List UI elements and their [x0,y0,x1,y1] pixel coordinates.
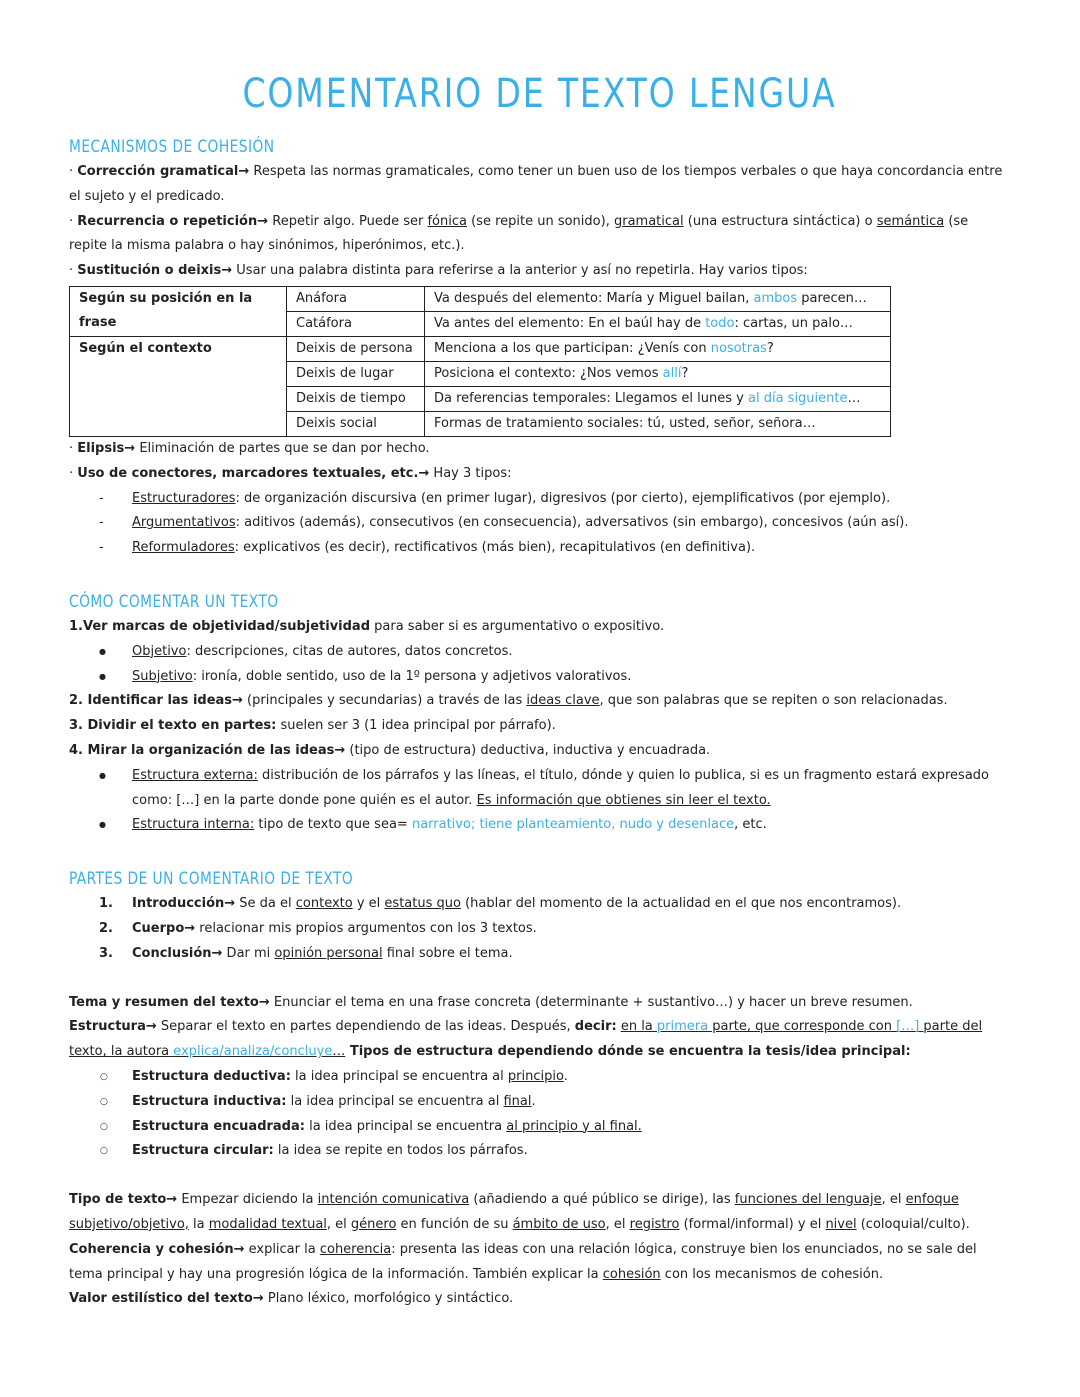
phrase-part: en la [620,1019,657,1035]
table-group-label: Según el contexto [70,336,287,436]
deixis-table [69,286,891,437]
item-text: Dar mi [222,945,275,961]
item-text: (coloquial/culto). [856,1216,970,1232]
cell-text: : cartas, un palo… [734,315,853,331]
table-cell-desc [425,311,891,336]
list-item [69,917,1010,942]
item-elipsis: · Elipsis→ Eliminación de partes que se dan por hecho. [69,440,430,456]
cell-text: ? [681,365,689,381]
item-text: la idea principal se encuentra [304,1118,507,1134]
step-label: 4. Mirar la organización de las ideas→ [69,742,346,758]
item-text: distribución de los párrafos y las líneas, el título, dónde y quien lo publica, si es un fragmento estará expresado como: […] en la parte donde pone quién es el autor. [132,767,990,808]
table-cell-desc [425,361,891,386]
item-text: Plano léxico, morfológico y sintáctico. [263,1291,514,1307]
step-label: 2. Identificar las ideas→ [69,693,243,709]
cell-text: Formas de tratamiento sociales: tú, usted, señor, señora… [434,415,816,431]
section-heading-como-comentar: CÓMO COMENTAR UN TEXTO [69,591,279,612]
tema-paragraph [69,991,1010,1016]
underlined-term: enfoque subjetivo/objetivo, [69,1192,959,1232]
item-text: , el [605,1216,630,1232]
underlined-term: principio [507,1068,564,1084]
highlight-text: explica/analiza/concluye [173,1044,333,1060]
step-1 [69,615,1010,640]
step-3 [69,714,1010,739]
section-heading-partes: PARTES DE UN COMENTARIO DE TEXTO [69,869,354,890]
step-text: para saber si es argumentativo o expositivo. [370,618,665,634]
item-text: , el [881,1192,906,1208]
item-label: Tema y resumen del texto→ [69,994,270,1010]
cell-text: Va después del elemento: María y Miguel bailan, [434,290,754,306]
phrase-part: parte del texto, la autora [69,1019,983,1060]
item-text: la idea principal se encuentra al [286,1093,504,1109]
cell-text: parecen… [797,290,867,306]
underlined-term: Estructuradores [132,490,236,506]
underlined-term: contexto [295,896,353,912]
table-cell-desc [425,411,891,436]
item-text: : aditivos (además), consecutivos (en consecuencia), adversativos (sin embargo), concesivos (aún así). [235,515,909,531]
item-text: . [531,1093,536,1109]
underlined-term: funciones del lenguaje [734,1192,882,1208]
list-item [69,942,1010,967]
table-row [70,286,891,311]
item-label: Uso de conectores, marcadores textuales, etc.→ [77,465,430,481]
underlined-term: nivel [825,1216,857,1232]
step-text: (tipo de estructura) deductiva, inductiva y encuadrada. [345,742,711,758]
step-text: suelen ser 3 (1 idea principal por párrafo). [276,718,556,734]
item-text: : explicativos (es decir), rectificativos (más bien), recapitulativos (en definitiva). [234,540,756,556]
list-item [69,1065,1010,1090]
item-label: Estructura deductiva: [132,1068,291,1084]
highlight-text: narrativo; tiene planteamiento, nudo y desenlace [411,817,735,833]
highlight-text: todo [705,315,735,331]
item-label: Conclusión→ [132,945,223,961]
underlined-term: Argumentativos [132,515,236,531]
underlined-term: semántica [876,213,945,229]
cell-text: Da referencias temporales: Llegamos el lunes y [434,390,748,406]
item-text: : de organización discursiva (en primer lugar), digresivos (por cierto), ejemplificativos (por ejemplo). [235,490,891,506]
tipo-paragraph [69,1188,1010,1238]
item-text: (formal/informal) y el [679,1216,826,1232]
underlined-term: ámbito de uso [512,1216,606,1232]
item-text: . [563,1068,568,1084]
list-item [69,487,1010,512]
list-item [69,665,1010,690]
item-text: Repetir algo. Puede ser [268,213,428,229]
item-label: Corrección gramatical→ [77,164,250,179]
underlined-term: modalidad textual [208,1216,327,1232]
table-group-label: Según su posición en la frase [70,286,287,336]
item-label: Recurrencia o repetición→ [77,213,269,229]
item-text: final sobre el tema. [382,945,513,961]
table-cell-desc [425,386,891,411]
item-text: Usar una palabra distinta para referirse a la anterior y así no repetirla. Hay varios tipos: [232,263,808,279]
valor-paragraph [69,1287,1010,1312]
page-title: COMENTARIO DE TEXTO LENGUA [242,71,837,117]
item-text: explicar la [244,1241,320,1257]
estructura-paragraph [69,1015,1010,1065]
item-label: Coherencia y cohesión→ [69,1241,245,1257]
underlined-term: registro [629,1216,680,1232]
item-text: Hay 3 tipos: [429,465,512,481]
item-label: Introducción→ [132,896,236,912]
underlined-term: al principio y al final. [506,1118,642,1134]
list-item [69,511,1010,536]
table-cell-type: Anáfora [287,286,425,311]
item-label: Cuerpo→ [132,920,196,936]
item-text: Eliminación de partes que se dan por hecho. [135,440,430,456]
table-cell-type: Deixis de lugar [287,361,425,386]
item-text: , etc. [734,817,767,833]
list-item [69,536,1010,561]
list-item [69,1139,1010,1164]
list-number: 1. [99,896,113,912]
item-label: Estructura→ [69,1019,157,1035]
item-text: Enunciar el tema en una frase concreta (determinante + sustantivo…) y hacer un breve resumen. [269,994,913,1010]
item-text: tipo de texto que sea= [254,817,412,833]
item-text: (hablar del momento de la actualidad en el que nos encontramos). [460,896,902,912]
underlined-term: ideas clave [526,693,600,709]
step-label: 3. Dividir el texto en partes: [69,718,277,734]
underlined-term: opinión personal [274,945,383,961]
list-item [69,813,1010,838]
underlined-term: gramatical [613,213,684,229]
step-text: , que son palabras que se repiten o son relacionadas. [599,693,948,709]
cell-text: Menciona a los que participan: ¿Venís con [434,340,711,356]
list-item [69,764,1010,814]
table-cell-desc [425,336,891,361]
item-conectores: · Uso de conectores, marcadores textuales, etc.→ Hay 3 tipos: [69,465,512,481]
item-text: en función de su [396,1216,513,1232]
item-text: : presenta las ideas con una relación lógica, construye bien los enunciados, no se sale del tema principal y hay una progresión lógica de la información. También explicar la [69,1241,977,1282]
highlight-text: nosotras [710,340,767,356]
highlight-text: ambos [753,290,798,306]
underlined-term: fónica [427,213,467,229]
list-number: 3. [99,945,113,961]
highlight-text: primera [656,1019,709,1035]
item-text: Respeta las normas gramaticales, como tener un buen uso de los tiempos verbales o que haya concordancia entre el sujeto y el predicado. [69,164,1003,204]
table-row [70,336,891,361]
table-cell-type: Deixis social [287,411,425,436]
list-number: 2. [99,920,113,936]
item-text: la idea principal se encuentra al [290,1068,508,1084]
bold-term: decir: [574,1019,617,1035]
item-label: Estructura inductiva: [132,1093,287,1109]
table-cell-type: Catáfora [287,311,425,336]
coherencia-paragraph [69,1238,1010,1288]
underlined-term: coherencia [319,1241,392,1257]
item-recurrencia: · Recurrencia o repetición→ Repetir algo. Puede ser fónica (se repite un sonido), gramatical (una estructura sintáctica) o semántica (se repite la misma palabra o hay sinónimos, hiperónimos, etc.). [69,213,969,254]
cell-text: Va antes del elemento: En el baúl hay de [434,315,706,331]
item-label: Sustitución o deixis→ [77,263,233,279]
underlined-term: Objetivo [132,643,187,659]
cell-text: ? [766,340,774,356]
table-cell-type: Deixis de tiempo [287,386,425,411]
highlight-text: allí [662,365,682,381]
list-item [69,640,1010,665]
step-label: 1.Ver marcas de objetividad/subjetividad [69,618,371,634]
item-label: Valor estilístico del texto→ [69,1291,264,1307]
table-cell-type: Deixis de persona [287,336,425,361]
item-text: Se da el [235,896,296,912]
underlined-term: Es información que obtienes sin leer el texto. [476,792,771,808]
item-label: Elipsis→ [77,440,136,456]
list-item [69,1090,1010,1115]
underlined-term: final [503,1093,532,1109]
highlight-text: al día siguiente [748,390,848,406]
step-2 [69,689,1010,714]
item-text: , el [326,1216,351,1232]
item-text: : descripciones, citas de autores, datos concretos. [186,643,513,659]
item-label: Tipo de texto→ [69,1192,178,1208]
item-text: Empezar diciendo la [177,1192,318,1208]
phrase-part: … [332,1044,346,1060]
underlined-term: género [350,1216,397,1232]
bold-term: Tipos de estructura dependiendo dónde se encuentra la tesis/idea principal: [345,1044,911,1060]
underlined-term: Reformuladores [132,540,235,556]
item-text: (se repite la misma palabra o hay sinónimos, hiperónimos, etc.). [69,213,969,254]
item-text: y el [352,896,385,912]
section-heading-cohesion: MECANISMOS DE COHESIÓN [69,137,275,157]
item-text: (se repite un sonido), [466,213,614,229]
item-text: : ironía, doble sentido, uso de la 1º persona y adjetivos valorativos. [192,668,632,684]
item-text: la idea se repite en todos los párrafos. [273,1143,528,1159]
item-text: (una estructura sintáctica) o [683,213,877,229]
cell-text: Posiciona el contexto: ¿Nos vemos [434,365,663,381]
underlined-term: estatus quo [384,896,461,912]
underlined-term: cohesión [602,1266,661,1282]
item-label: Estructura encuadrada: [132,1118,305,1134]
item-text: con los mecanismos de cohesión. [660,1266,884,1282]
item-text: la [188,1216,209,1232]
list-item [69,1115,1010,1140]
step-text: (principales y secundarias) a través de las [242,693,527,709]
underlined-term: Subjetivo [132,668,193,684]
underlined-term: Estructura externa: [132,767,258,783]
underlined-term: Estructura interna: [132,817,255,833]
item-text: (añadiendo a qué público se dirige), las [469,1192,735,1208]
list-item [69,892,1010,917]
item-label: Estructura circular: [132,1143,274,1159]
item-text: Separar el texto en partes dependiendo de las ideas. Después, [156,1019,575,1035]
step-4 [69,739,1010,764]
phrase-part: parte, que corresponde con [708,1019,897,1035]
item-text: relacionar mis propios argumentos con los 3 textos. [195,920,537,936]
item-correccion: · Corrección gramatical→ Respeta las normas gramaticales, como tener un buen uso de los tiempos verbales o que haya concordancia entre el sujeto y el predicado. [69,164,1003,204]
cell-text: … [847,390,861,406]
table-cell-desc [425,286,891,311]
underlined-term: intención comunicativa [317,1192,470,1208]
item-sustitucion: · Sustitución o deixis→ Usar una palabra distinta para referirse a la anterior y así no repetirla. Hay varios tipos: [69,263,808,279]
highlight-text: […] [896,1019,920,1035]
